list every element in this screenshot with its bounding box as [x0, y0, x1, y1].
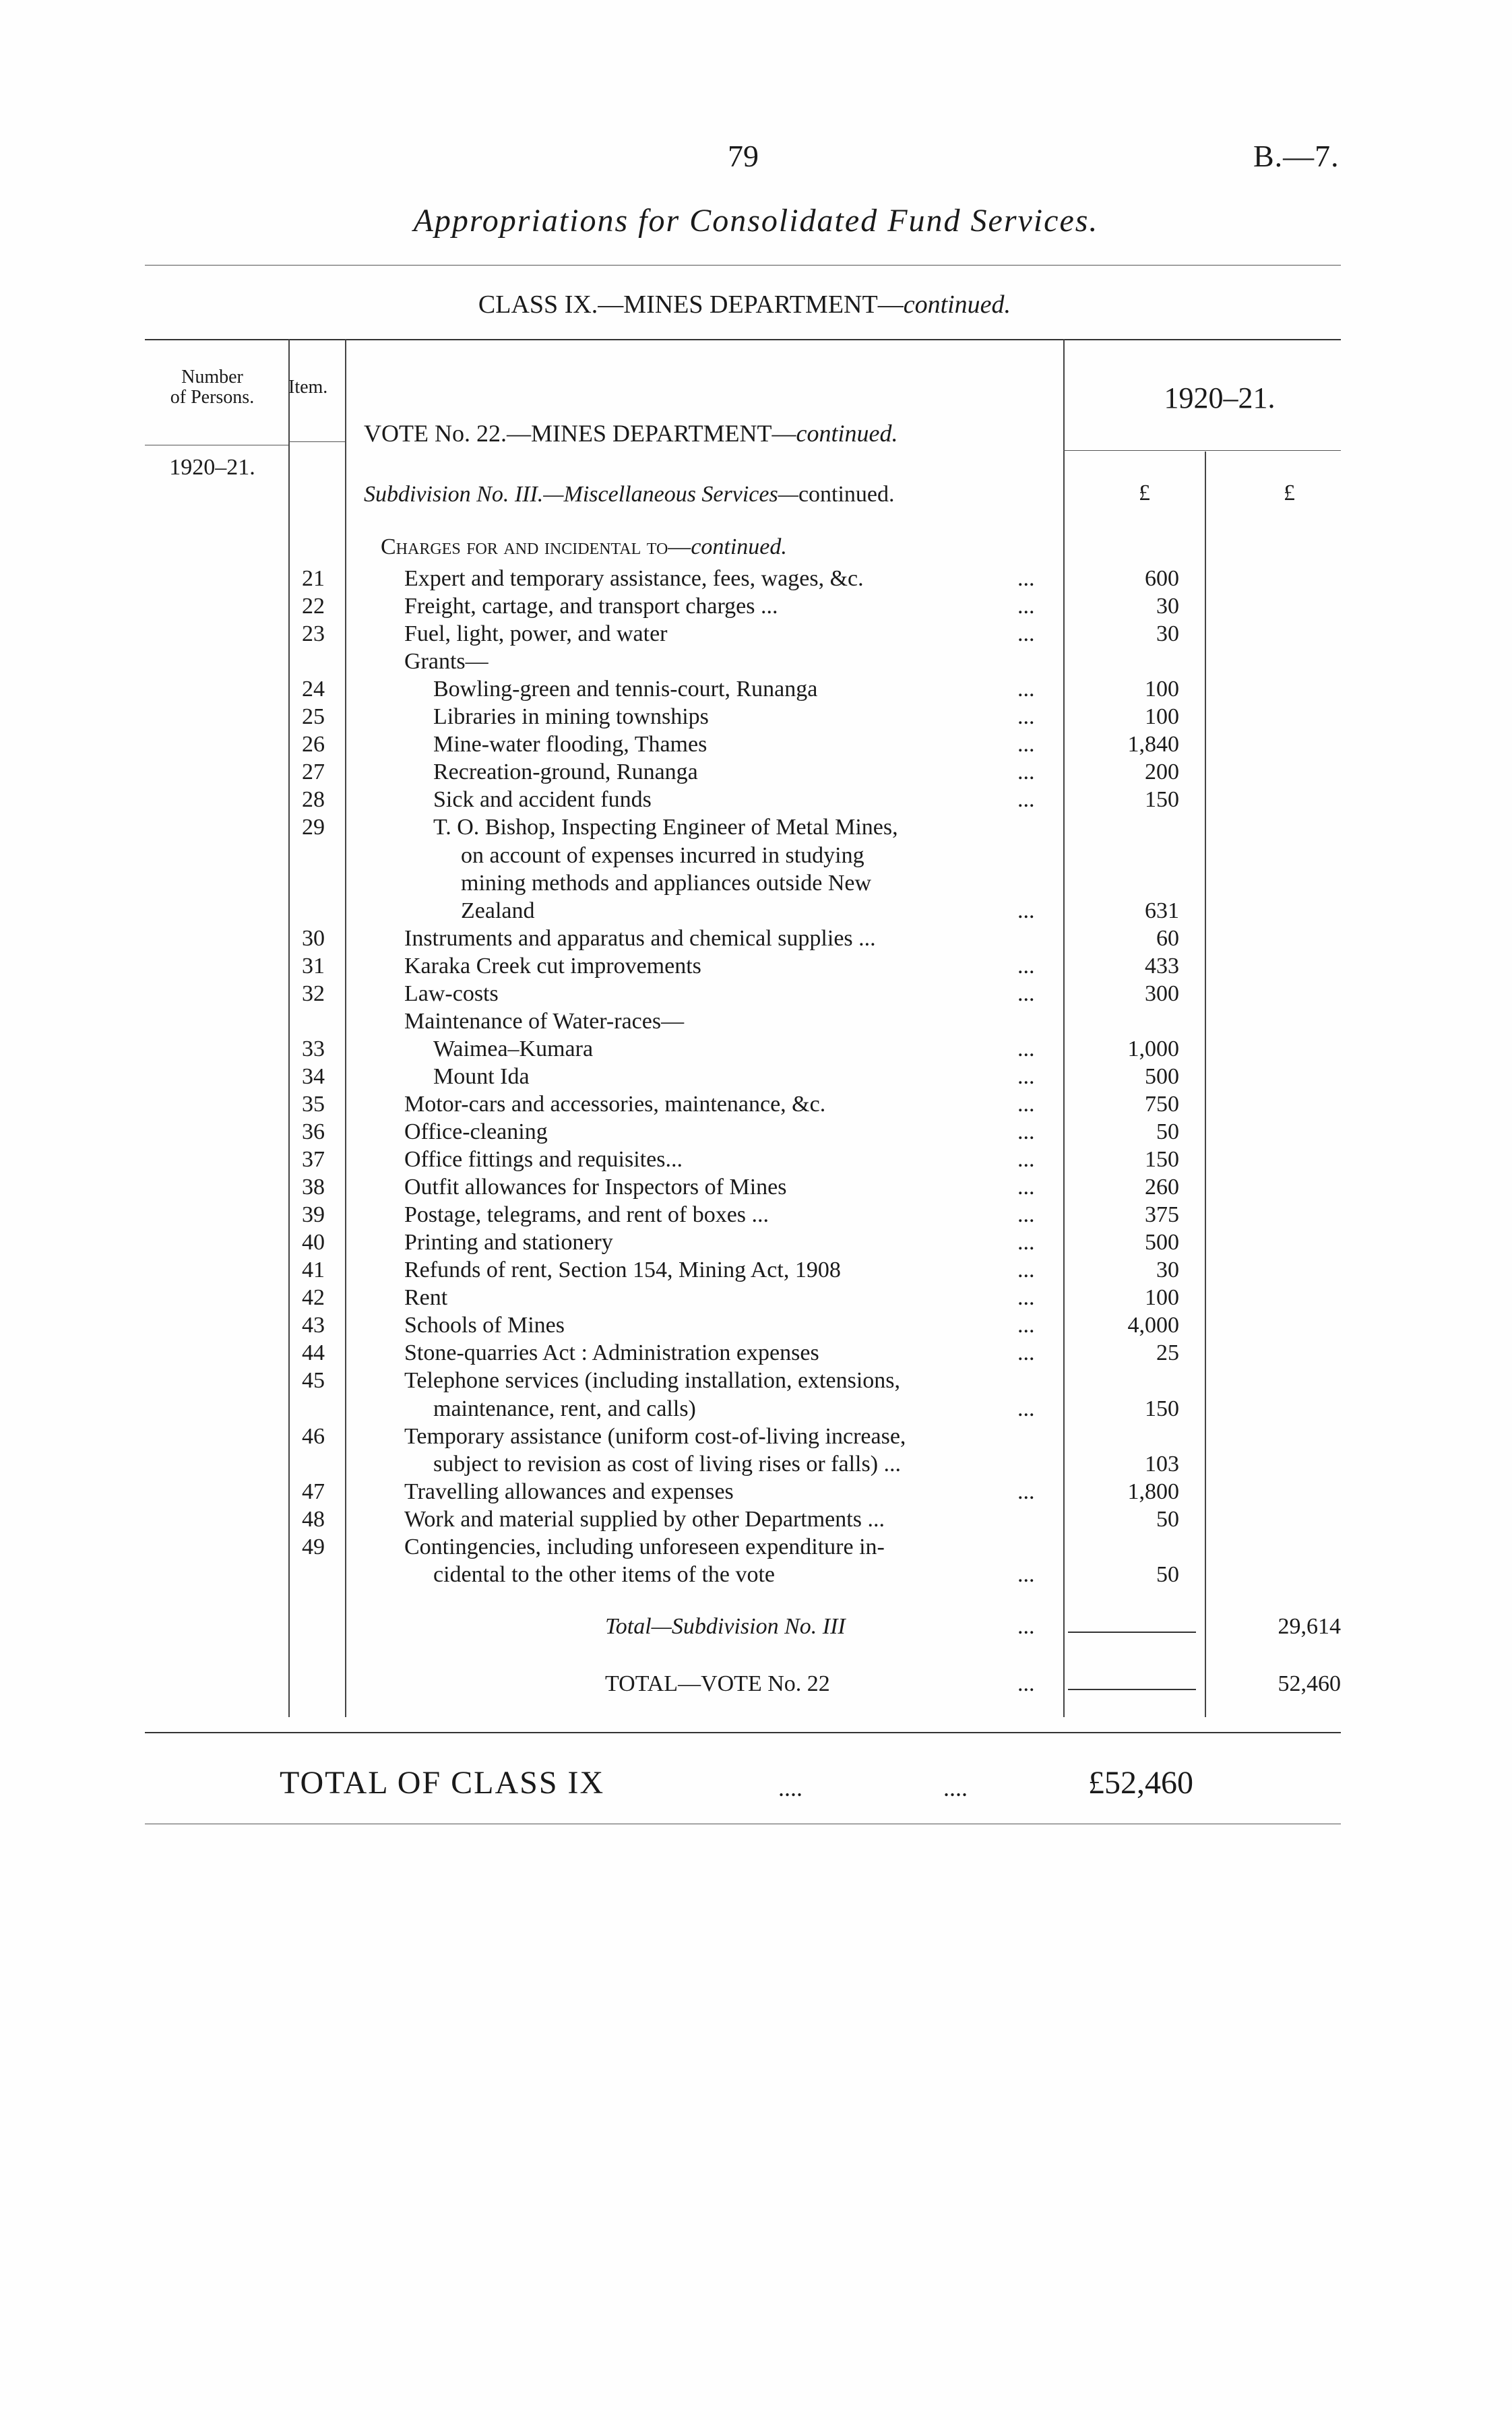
item-description: Printing and stationery	[404, 1230, 613, 1255]
item-description: cidental to the other items of the vote	[433, 1561, 776, 1587]
item-number: 39	[302, 1202, 325, 1228]
leader-dots: ...	[1017, 1285, 1035, 1311]
table-row	[0, 1367, 1512, 1394]
vote-total-dots: ...	[1017, 1671, 1035, 1696]
item-description: Schools of Mines	[404, 1313, 565, 1338]
item-head-rule	[288, 441, 345, 442]
leader-dots: ...	[1017, 566, 1035, 591]
subdivision-total-rule	[1068, 1632, 1196, 1633]
pound-sign-items: £	[1139, 480, 1150, 505]
item-description: Telephone services (including installation, extensions,	[404, 1368, 900, 1394]
leader-dots: ...	[1017, 732, 1035, 757]
item-number: 34	[302, 1063, 325, 1089]
item-number: 33	[302, 1036, 325, 1061]
item-description: Rent	[404, 1285, 448, 1311]
item-description: Recreation-ground, Runanga	[433, 759, 698, 785]
leader-dots: ...	[1017, 1396, 1035, 1421]
leader-dots: ...	[1017, 953, 1035, 979]
table-row	[0, 758, 1512, 786]
leader-dots: ...	[1017, 1340, 1035, 1366]
item-amount: 103	[1145, 1451, 1179, 1477]
class-total-dots-1: ....	[778, 1774, 802, 1801]
table-row	[0, 1533, 1512, 1561]
item-description: Libraries in mining townships	[433, 704, 709, 730]
leader-dots: ...	[1017, 1119, 1035, 1144]
item-amount: 25	[1156, 1340, 1179, 1366]
item-amount: 50	[1156, 1506, 1179, 1532]
leader-dots: ...	[1017, 677, 1035, 702]
table-row	[0, 842, 1512, 869]
item-description: Outfit allowances for Inspectors of Mines	[404, 1175, 787, 1200]
leader-dots: ...	[1017, 1202, 1035, 1228]
item-description: Work and material supplied by other Departments ...	[404, 1506, 885, 1532]
item-description: maintenance, rent, and calls)	[433, 1396, 696, 1421]
vote-total-row	[0, 1671, 1512, 1705]
item-description: Expert and temporary assistance, fees, wages, &c.	[404, 566, 864, 591]
item-number: 47	[302, 1479, 325, 1504]
leader-dots: ...	[1017, 787, 1035, 813]
item-description: Fuel, light, power, and water	[404, 621, 668, 647]
item-number: 31	[302, 953, 325, 979]
leader-dots: ...	[1017, 1175, 1035, 1200]
item-amount: 150	[1145, 787, 1179, 813]
leader-dots: ...	[1017, 594, 1035, 619]
item-description: Postage, telegrams, and rent of boxes ...	[404, 1202, 769, 1228]
item-amount: 375	[1145, 1202, 1179, 1228]
table-row	[0, 565, 1512, 592]
class-total-label: TOTAL OF CLASS IX	[280, 1765, 605, 1801]
item-description: Waimea–Kumara	[433, 1036, 594, 1061]
item-number: 42	[302, 1285, 325, 1311]
table-row	[0, 1146, 1512, 1173]
leader-dots: ...	[1017, 621, 1035, 647]
item-amount: 100	[1145, 677, 1179, 702]
table-row	[0, 869, 1512, 897]
item-amount: 500	[1145, 1063, 1179, 1089]
item-amount: 600	[1145, 566, 1179, 591]
item-amount: 50	[1156, 1561, 1179, 1587]
item-number: 23	[302, 621, 325, 647]
item-number: 40	[302, 1230, 325, 1255]
page-number: 79	[728, 139, 759, 173]
item-number: 46	[302, 1423, 325, 1449]
table-top-rule	[145, 339, 1341, 340]
table-bottom-rule	[145, 1732, 1341, 1733]
subdivision-total-row	[0, 1614, 1512, 1648]
item-description: subject to revision as cost of living rises or falls) ...	[433, 1451, 902, 1477]
item-number: 22	[302, 594, 325, 619]
item-amount: 1,800	[1127, 1479, 1179, 1504]
year-column-header: 1920–21.	[1164, 381, 1275, 414]
table-row	[0, 1256, 1512, 1284]
item-number: 28	[302, 787, 325, 813]
item-description: Karaka Creek cut improvements	[404, 953, 701, 979]
leader-dots: ...	[1017, 1147, 1035, 1173]
table-row	[0, 980, 1512, 1007]
item-number: 24	[302, 677, 325, 702]
table-row	[0, 952, 1512, 980]
leader-dots: ...	[1017, 1091, 1035, 1117]
table-row	[0, 1506, 1512, 1533]
item-description: Motor-cars and accessories, maintenance, &c.	[404, 1091, 826, 1117]
subdivision-total-dots: ...	[1017, 1614, 1035, 1639]
table-row	[0, 1395, 1512, 1423]
item-amount: 150	[1145, 1396, 1179, 1421]
item-description: T. O. Bishop, Inspecting Engineer of Metal Mines,	[433, 815, 898, 840]
table-row	[0, 1063, 1512, 1090]
leader-dots: ...	[1017, 1063, 1035, 1089]
item-description: Temporary assistance (uniform cost-of-living increase,	[404, 1423, 906, 1449]
item-number: 35	[302, 1091, 325, 1117]
item-number: 37	[302, 1147, 325, 1173]
table-row	[0, 1201, 1512, 1229]
item-description: Stone-quarries Act : Administration expenses	[404, 1340, 819, 1366]
item-number: 48	[302, 1506, 325, 1532]
table-row	[0, 925, 1512, 952]
table-row	[0, 1284, 1512, 1311]
item-amount: 30	[1156, 594, 1179, 619]
vote-total-amount: 52,460	[1278, 1671, 1341, 1696]
leader-dots: ...	[1017, 1479, 1035, 1504]
leader-dots: ...	[1017, 1313, 1035, 1338]
item-amount: 433	[1145, 953, 1179, 979]
table-row	[0, 1311, 1512, 1339]
charges-heading: Charges for and incidental to—continued.	[381, 534, 787, 559]
item-number: 38	[302, 1175, 325, 1200]
page-title: Appropriations for Consolidated Fund Services.	[413, 203, 1099, 239]
item-description: Zealand	[461, 898, 535, 923]
item-amount: 50	[1156, 1119, 1179, 1144]
item-description: Refunds of rent, Section 154, Mining Act, 1908	[404, 1258, 841, 1283]
subdivision-heading: Subdivision No. III.—Miscellaneous Services—continued.	[364, 482, 895, 507]
table-row	[0, 620, 1512, 648]
table-row	[0, 897, 1512, 925]
vote-total-rule	[1068, 1689, 1196, 1690]
table-row	[0, 1229, 1512, 1256]
item-description: Sick and accident funds	[433, 787, 652, 813]
subdivision-total-label: Total—Subdivision No. III	[605, 1614, 846, 1639]
table-row	[0, 1450, 1512, 1478]
item-number: 29	[302, 815, 325, 840]
item-description: Instruments and apparatus and chemical supplies ...	[404, 925, 876, 951]
item-number: 43	[302, 1313, 325, 1338]
item-amount: 4,000	[1127, 1313, 1179, 1338]
item-description: Office fittings and requisites...	[404, 1147, 683, 1173]
item-amount: 1,000	[1127, 1036, 1179, 1061]
item-amount: 750	[1145, 1091, 1179, 1117]
table-row	[0, 648, 1512, 675]
table-row	[0, 1007, 1512, 1035]
item-amount: 100	[1145, 1285, 1179, 1311]
vote-heading: VOTE No. 22.—MINES DEPARTMENT—continued.	[364, 420, 898, 447]
leader-dots: ...	[1017, 759, 1035, 785]
item-amount: 300	[1145, 981, 1179, 1006]
item-amount: 631	[1145, 898, 1179, 923]
item-description: mining methods and appliances outside New	[461, 870, 872, 896]
persons-year: 1920–21.	[169, 455, 255, 480]
leader-dots: ...	[1017, 1561, 1035, 1587]
item-number: 41	[302, 1258, 325, 1283]
item-description: Mount Ida	[433, 1063, 530, 1089]
item-description: Office-cleaning	[404, 1119, 548, 1144]
class-total-amount: £52,460	[1088, 1765, 1193, 1801]
table-row	[0, 1561, 1512, 1588]
table-row	[0, 1035, 1512, 1063]
item-amount: 500	[1145, 1230, 1179, 1255]
table-row	[0, 1090, 1512, 1118]
table-row	[0, 1423, 1512, 1450]
item-description: Mine-water flooding, Thames	[433, 732, 707, 757]
item-amount: 150	[1145, 1147, 1179, 1173]
item-number: 49	[302, 1534, 325, 1559]
item-description: Grants—	[404, 649, 489, 675]
vote-total-label: TOTAL—VOTE No. 22	[605, 1671, 830, 1696]
table-row	[0, 813, 1512, 841]
table-row	[0, 1173, 1512, 1201]
item-number: 32	[302, 981, 325, 1006]
item-number: 30	[302, 925, 325, 951]
leader-dots: ...	[1017, 704, 1035, 730]
item-amount: 200	[1145, 759, 1179, 785]
item-number: 21	[302, 566, 325, 591]
persons-column-header: Number of Persons.	[170, 367, 255, 408]
item-description: Maintenance of Water-races—	[404, 1008, 685, 1034]
item-amount: 60	[1156, 925, 1179, 951]
item-amount: 30	[1156, 1258, 1179, 1283]
item-amount: 100	[1145, 704, 1179, 730]
leader-dots: ...	[1017, 981, 1035, 1006]
item-description: Contingencies, including unforeseen expenditure in-	[404, 1534, 885, 1559]
item-number: 27	[302, 759, 325, 785]
item-number: 26	[302, 732, 325, 757]
class-heading: CLASS IX.—MINES DEPARTMENT—continued.	[478, 290, 1011, 319]
item-number: 45	[302, 1368, 325, 1394]
pound-sign-totals: £	[1284, 480, 1295, 505]
item-description: Law-costs	[404, 981, 499, 1006]
table-row	[0, 1118, 1512, 1146]
item-amount: 30	[1156, 621, 1179, 647]
table-row	[0, 1478, 1512, 1506]
item-amount: 1,840	[1127, 732, 1179, 757]
leader-dots: ...	[1017, 1036, 1035, 1061]
table-row	[0, 786, 1512, 813]
item-description: Travelling allowances and expenses	[404, 1479, 734, 1504]
title-rule	[145, 265, 1341, 266]
leader-dots: ...	[1017, 898, 1035, 923]
year-head-rule	[1063, 450, 1341, 451]
table-row	[0, 675, 1512, 703]
document-reference: B.—7.	[1253, 139, 1340, 173]
leader-dots: ...	[1017, 1258, 1035, 1283]
subdivision-total-amount: 29,614	[1278, 1614, 1341, 1639]
table-row	[0, 731, 1512, 758]
class-total-dots-2: ....	[943, 1774, 968, 1801]
table-row	[0, 703, 1512, 731]
item-description: Freight, cartage, and transport charges ...	[404, 594, 778, 619]
item-column-header: Item.	[288, 377, 328, 398]
table-row	[0, 1339, 1512, 1367]
item-number: 44	[302, 1340, 325, 1366]
item-number: 25	[302, 704, 325, 730]
item-number: 36	[302, 1119, 325, 1144]
item-description: Bowling-green and tennis-court, Runanga	[433, 677, 818, 702]
leader-dots: ...	[1017, 1230, 1035, 1255]
item-amount: 260	[1145, 1175, 1179, 1200]
item-description: on account of expenses incurred in studying	[461, 842, 864, 868]
table-row	[0, 592, 1512, 620]
